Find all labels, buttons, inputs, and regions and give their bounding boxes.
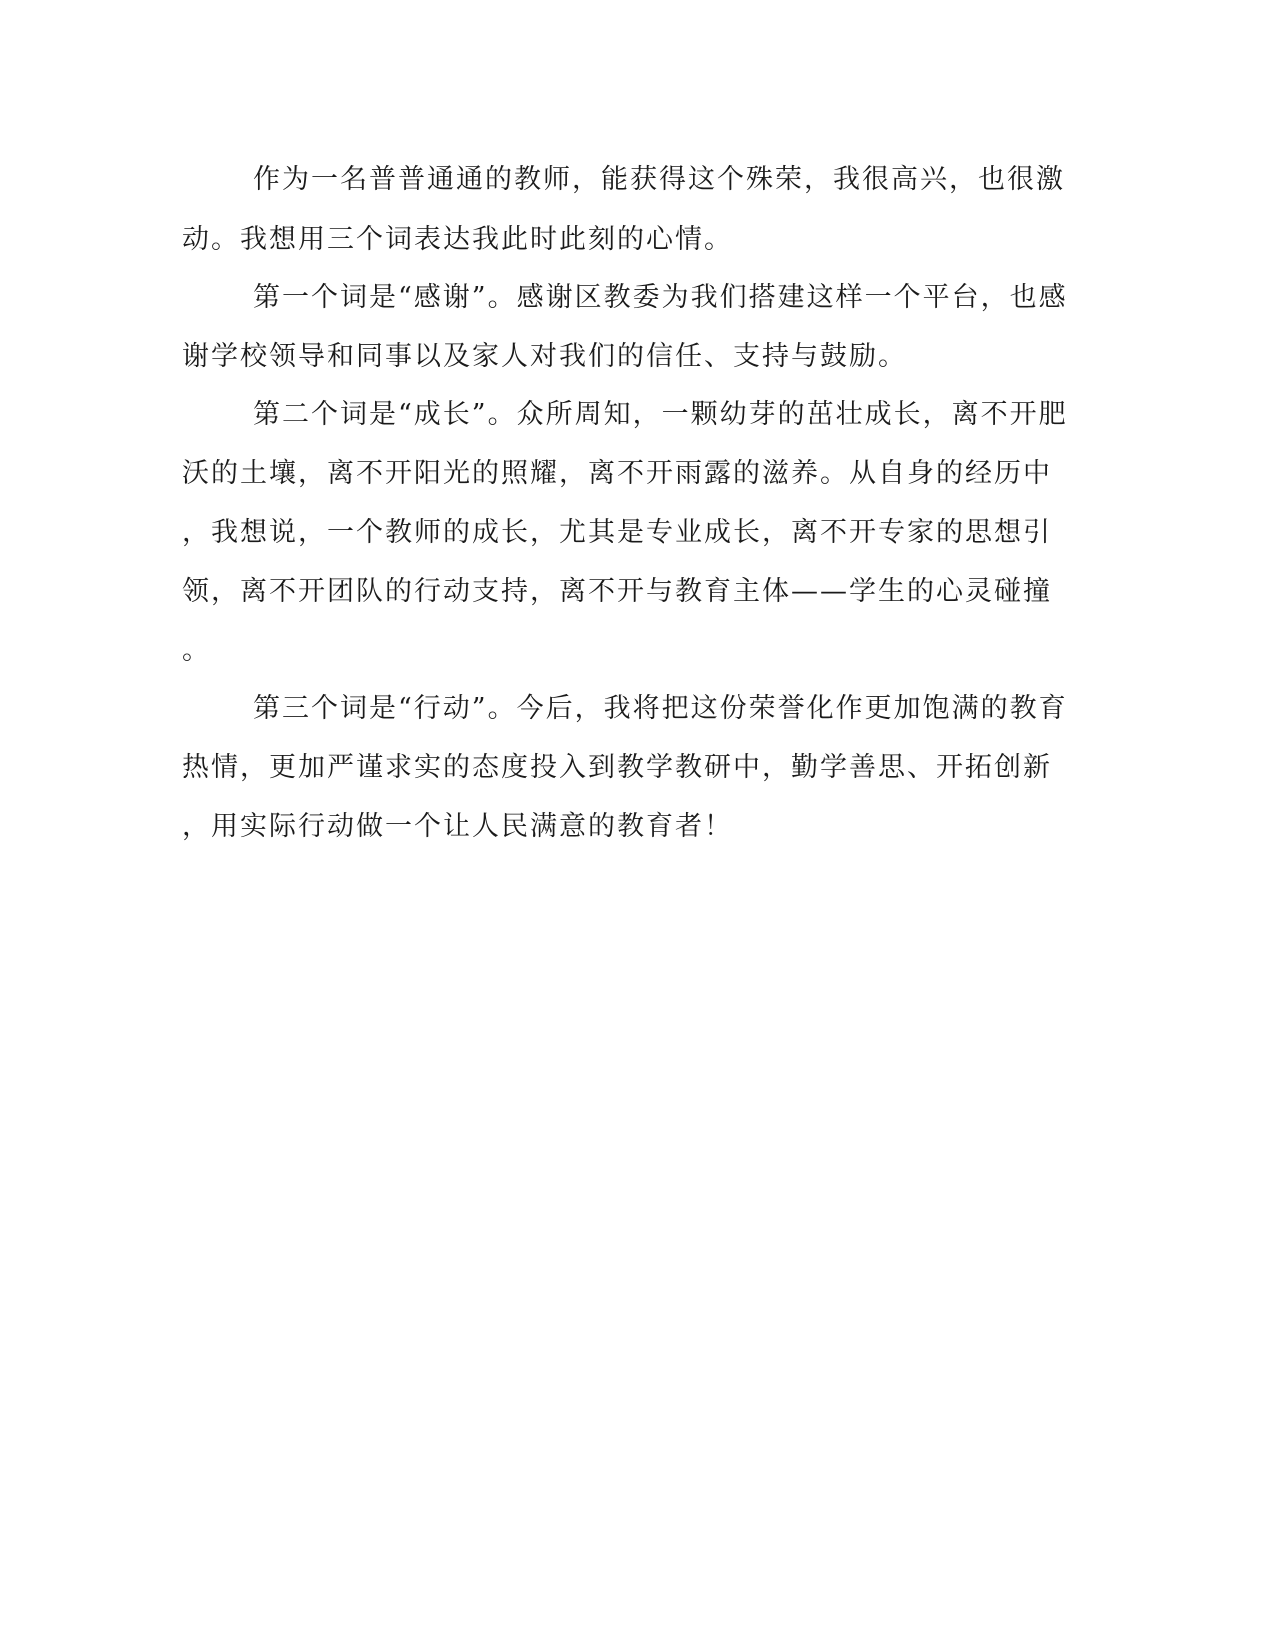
paragraph-1-line-2: 动。我想用三个词表达我此时此刻的心情。 <box>182 224 733 255</box>
paragraph-3-line-4: 领，离不开团队的行动支持，离不开与教育主体——学生的心灵碰撞 <box>182 576 1052 607</box>
paragraph-4-line-3: ，用实际行动做一个让人民满意的教育者！ <box>182 811 733 842</box>
paragraph-2-line-2: 谢学校领导和同事以及家人对我们的信任、支持与鼓励。 <box>182 341 907 372</box>
paragraph-3-line-3: ，我想说，一个教师的成长，尤其是专业成长，离不开专家的思想引 <box>182 517 1052 548</box>
paragraph-3-line-2: 沃的土壤，离不开阳光的照耀，离不开雨露的滋养。从自身的经历中 <box>182 458 1052 489</box>
paragraph-2-line-1: 第一个词是“感谢”。感谢区教委为我们搭建这样一个平台，也感 <box>253 282 1068 313</box>
paragraph-3-line-1: 第二个词是“成长”。众所周知，一颗幼芽的茁壮成长，离不开肥 <box>253 399 1068 430</box>
paragraph-4-line-2: 热情，更加严谨求实的态度投入到教学教研中，勤学善思、开拓创新 <box>182 752 1052 783</box>
paragraph-3-line-5: 。 <box>182 635 211 666</box>
paragraph-4-line-1: 第三个词是“行动”。今后，我将把这份荣誉化作更加饱满的教育 <box>253 693 1068 724</box>
paragraph-1-line-1: 作为一名普普通通的教师，能获得这个殊荣，我很高兴，也很激 <box>253 164 1065 195</box>
